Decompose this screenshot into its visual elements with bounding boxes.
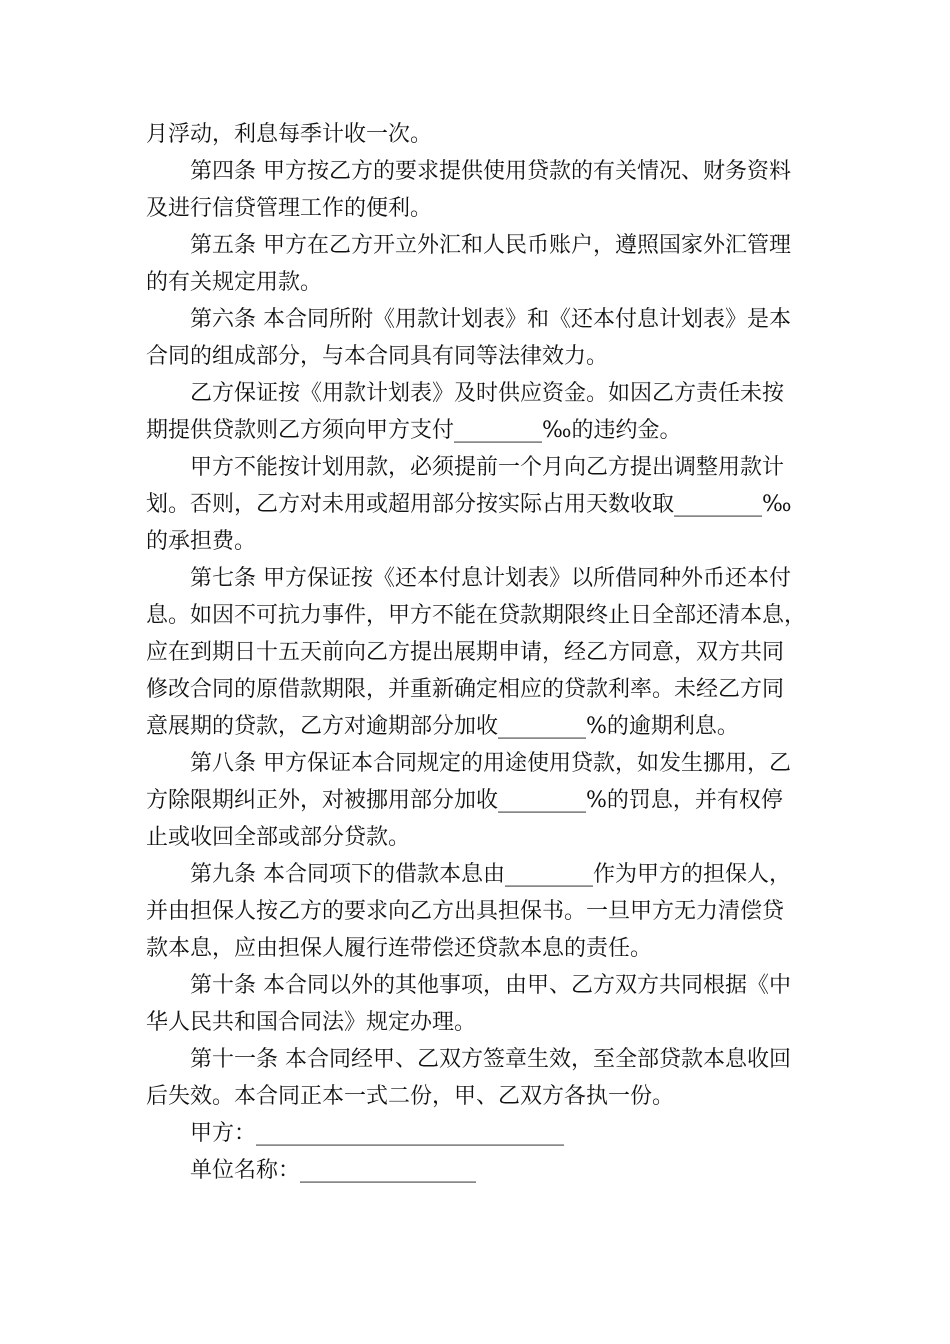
article-6-line: 第六条 本合同所附《用款计划表》和《还本付息计划表》是本 (190, 307, 791, 332)
article-4-line: 第四条 甲方按乙方的要求提供使用贷款的有关情况、财务资料 (190, 159, 791, 184)
article-9-line: 第九条 本合同项下的借款本息由________作为甲方的担保人， (190, 862, 791, 887)
article-5-line: 第五条 甲方在乙方开立外汇和人民币账户，遵照国家外汇管理 (190, 233, 791, 258)
text-line: 方除限期纠正外，对被挪用部分加收________%的罚息，并有权停 (146, 788, 783, 813)
text-line: 止或收回全部或部分贷款。 (146, 825, 411, 850)
text-line: 息。如因不可抗力事件，甲方不能在贷款期限终止日全部还清本息， (146, 603, 807, 628)
text-line: 应在到期日十五天前向乙方提出展期申请，经乙方同意，双方共同 (146, 640, 785, 665)
article-11-line: 第十一条 本合同经甲、乙双方签章生效，至全部贷款本息收回 (190, 1047, 791, 1072)
text-line: 期提供贷款则乙方须向甲方支付________‰的违约金。 (146, 418, 682, 443)
text-line: 的有关规定用款。 (146, 270, 323, 295)
text-line: 划。否则，乙方对未用或超用部分按实际占用天数收取________‰ (146, 492, 792, 517)
text-line: 修改合同的原借款期限，并重新确定相应的贷款利率。未经乙方同 (146, 677, 785, 702)
text-line: 华人民共和国合同法》规定办理。 (146, 1010, 477, 1035)
article-7-line: 第七条 甲方保证按《还本付息计划表》以所借同种外币还本付 (190, 566, 791, 591)
text-line: 意展期的贷款，乙方对逾期部分加收________%的逾期利息。 (146, 714, 739, 739)
article-10-line: 第十条 本合同以外的其他事项，由甲、乙方双方共同根据《中 (190, 973, 791, 998)
paragraph-line: 乙方保证按《用款计划表》及时供应资金。如因乙方责任未按 (190, 381, 785, 406)
text-line: 及进行信贷管理工作的便利。 (146, 196, 433, 221)
text-line: 合同的组成部分，与本合同具有同等法律效力。 (146, 344, 609, 369)
text-line: 月浮动，利息每季计收一次。 (146, 122, 433, 147)
paragraph-line: 甲方不能按计划用款，必须提前一个月向乙方提出调整用款计 (190, 455, 785, 480)
text-line: 后失效。本合同正本一式二份，甲、乙双方各执一份。 (146, 1084, 675, 1109)
text-line: 并由担保人按乙方的要求向乙方出具担保书。一旦甲方无力清偿贷 (146, 899, 785, 924)
text-line: 的承担费。 (146, 529, 257, 554)
document-page (146, 116, 811, 1189)
unit-name-line: 单位名称：________________ (190, 1158, 477, 1183)
text-line: 款本息，应由担保人履行连带偿还贷款本息的责任。 (146, 936, 653, 961)
article-8-line: 第八条 甲方保证本合同规定的用途使用贷款，如发生挪用，乙 (190, 751, 791, 776)
party-a-signature-line: 甲方：____________________________ (190, 1121, 565, 1146)
